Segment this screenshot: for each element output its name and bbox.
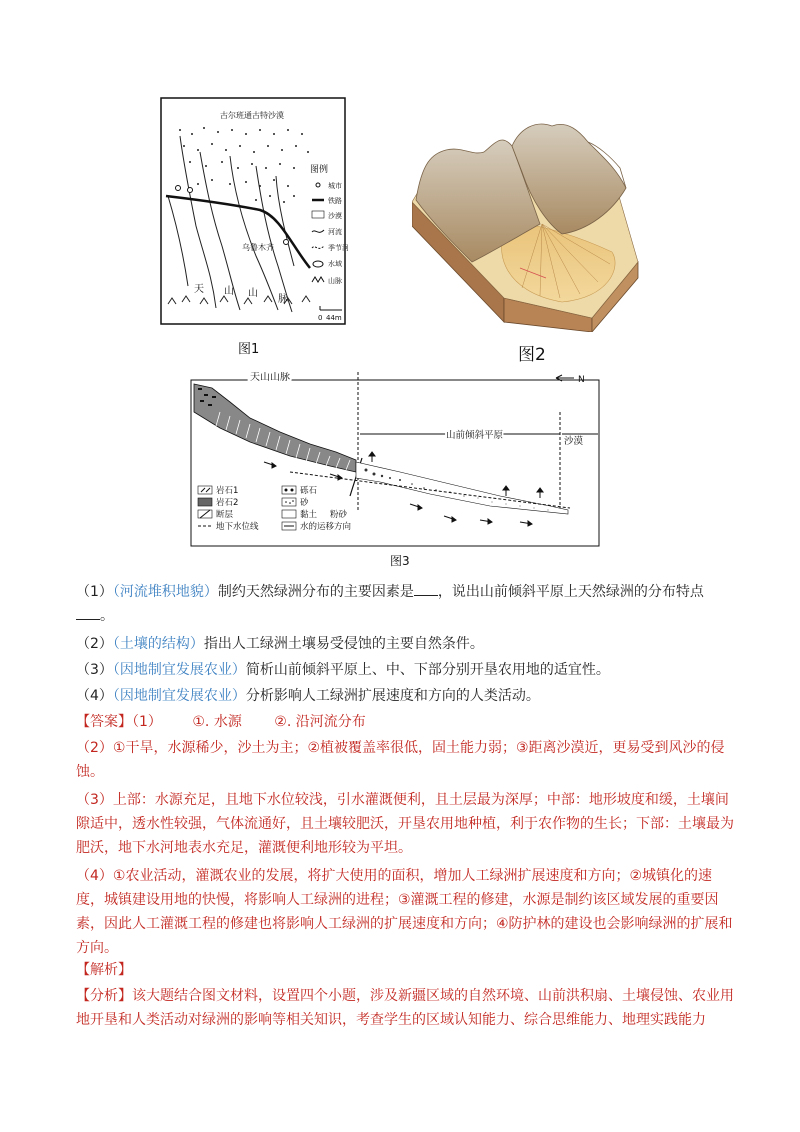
legend-rock2: 岩石2 [216,498,239,508]
answer-label: 【答案】 [76,714,132,730]
legend-title: 图例 [310,165,329,175]
question-tag[interactable]: （土壤的结构） [112,636,204,652]
answer-blank [414,581,438,596]
question-text: 简析山前倾斜平原上、中、下部分别开垦农用地的适宜性。 [245,662,610,678]
answer-blank [76,605,100,620]
question-tag[interactable]: （因地制宜发展农业） [112,662,246,678]
city-marker [176,186,181,191]
answer-1-part-1: ①. 水源 [192,714,242,730]
figure-3-cross-section [190,372,602,548]
city-marker [284,240,289,245]
legend-sand: 砂 [300,498,309,508]
legend-desert: 沙漠 [328,212,342,220]
legend-clay: 黏土 [300,510,318,520]
answer-1 [76,710,736,734]
question-tag[interactable]: （因地制宜发展农业） [112,688,246,704]
question-number: （4） [76,688,113,704]
legend-water: 水域 [328,260,342,268]
question-2 [76,632,736,656]
legend-water-table: 地下水位线 [216,522,259,532]
figure-3 [190,372,602,548]
question-number: （1） [76,584,113,600]
question-number: （3） [76,662,113,678]
question-text-2: ，说出山前倾斜平原上天然绿洲的分布特点 [437,584,704,600]
answer-3: （3）上部：水源充足，且地下水位较浅，引水灌溉便利，且土层最为深厚；中部：地形坡度和缓，土壤间隙适中，透水性较强，气体流通好，且土壤较肥沃，开垦农用地种植，利于农作物的生长；下部：土壤最为肥沃，地下水河地表水充足，灌溉便利地形较为平坦。 [76,792,734,856]
figure-2 [412,112,650,332]
legend-mountain: 山脉 [328,277,342,285]
question-number: （2） [76,636,113,652]
legend-seasonal-river: 季节河 [328,244,348,252]
city-label: 乌鲁木齐 [242,243,274,252]
legend-water-movement: 水的运移方向 [300,522,352,532]
legend-city: 城市 [328,182,342,190]
section-plain: 山前倾斜平原 [446,430,504,441]
question-1 [76,580,736,604]
mountain-char: 脉 [278,294,288,305]
figure-1-map [160,96,348,328]
answer-2: （2）①干旱，水源稀少，沙土为主；②植被覆盖率很低，固土能力弱；③距离沙漠近，更易受到风沙的侵蚀。 [76,740,725,780]
legend-railway: 铁路 [328,197,342,205]
question-end: 。 [100,608,114,624]
mountain-char: 山 [224,286,234,297]
figure-2-caption: 图2 [518,345,546,365]
question-4 [76,684,736,708]
section-tianshan: 天山山脉 [250,372,290,383]
question-text: 分析影响人工绿洲扩展速度和方向的人类活动。 [245,688,540,704]
legend-gravel: 砾石 [300,486,318,496]
mountain-char: 天 [194,284,204,295]
question-text: 指出人工绿洲土壤易受侵蚀的主要自然条件。 [203,636,484,652]
answer-1-number: （1） [132,714,162,730]
figure-2-block-diagram [412,112,650,332]
question-1-cont [76,604,736,628]
question-tag[interactable]: （河流堆积地貌） [112,584,218,600]
city-marker [188,188,193,193]
figure-3-caption: 图3 [390,554,410,568]
mountain-char: 山 [248,288,258,299]
legend-rock1: 岩石1 [216,486,239,496]
scale-zero: 0 [318,314,323,322]
legend-city-symbol [316,183,320,187]
answer-1-part-2: ②. 沿河流分布 [274,714,366,730]
figure-1 [160,96,348,328]
legend-river: 河流 [328,228,342,236]
legend-silt: 粉砂 [330,510,348,520]
legend-fault: 断层 [216,510,234,520]
answer-4: （4）①农业活动，灌溉农业的发展，将扩大使用的面积，增加人工绿洲扩展速度和方向；②城镇化的速度，城镇建设用地的快慢，将影响人工绿洲的进程；③灌溉工程的修建，水源是制约该区域发展的重要因素，因此人工灌溉工程的修建也将影响人工绿洲的扩展速度和方向；④防护林的建设也会影响绿洲的扩展和方向。 [76,868,733,956]
north-label: N [578,375,585,385]
analysis-text: 【分析】该大题结合图文材料，设置四个小题，涉及新疆区域的自然环境、山前洪积扇、土壤侵蚀、农业用地开垦和人类活动对绿洲的影响等相关知识，考查学生的区域认知能力、综合思维能力、地理实践能力 [76,988,734,1028]
scale-value: 44m [326,314,342,322]
question-3 [76,658,736,682]
desert-label: 古尔班通古特沙漠 [220,111,284,120]
question-text: 制约天然绿洲分布的主要因素是 [217,584,414,600]
analysis-label: 【解析】 [76,962,132,978]
figure-1-caption: 图1 [238,342,260,357]
section-desert: 沙漠 [564,436,584,447]
